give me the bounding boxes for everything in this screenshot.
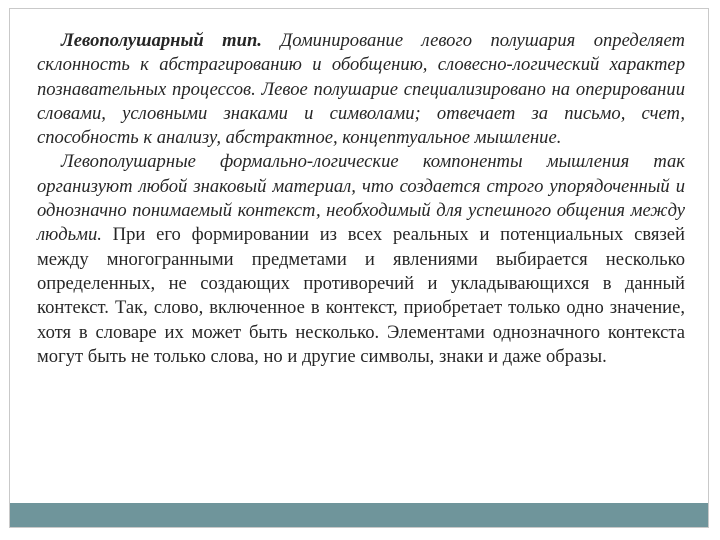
paragraph-left-hemisphere-type xyxy=(37,29,685,150)
paragraph-formal-logic xyxy=(37,150,685,369)
paragraph2-regular-text: При его формировании из всех реальных и потенциальных связей между многогранными предметами и явлениями выбирается несколько определенных, не создающих противоречий и укладывающихся в данный контекст. Так, слово, включенное в контекст, приобретает только одно значение, хотя в словаре их может быть несколько. Элементами однозначного контекста могут быть не только слова, но и другие символы, знаки и даже образы. xyxy=(37,224,685,367)
footer-bar xyxy=(10,503,708,527)
text-body xyxy=(37,29,685,369)
paragraph2-italic-text: Левополушарные формально-логические компоненты мышления так организуют любой знаковый материал, что создается строго упорядоченный и однозначно понимаемый контекст, необходимый для успешного общения между людьми. xyxy=(37,151,685,246)
paragraph1-text: Доминирование левого полушария определяет склонность к абстрагированию и обобщению, словесно-логический характер познавательных процессов. Левое полушарие специализировано на оперировании словами, условными знаками и символами; отвечает за письмо, счет, способность к анализу, абстрактное, концептуальное мышление. xyxy=(37,30,685,149)
term-heading: Левополушарный тип. xyxy=(61,30,262,51)
